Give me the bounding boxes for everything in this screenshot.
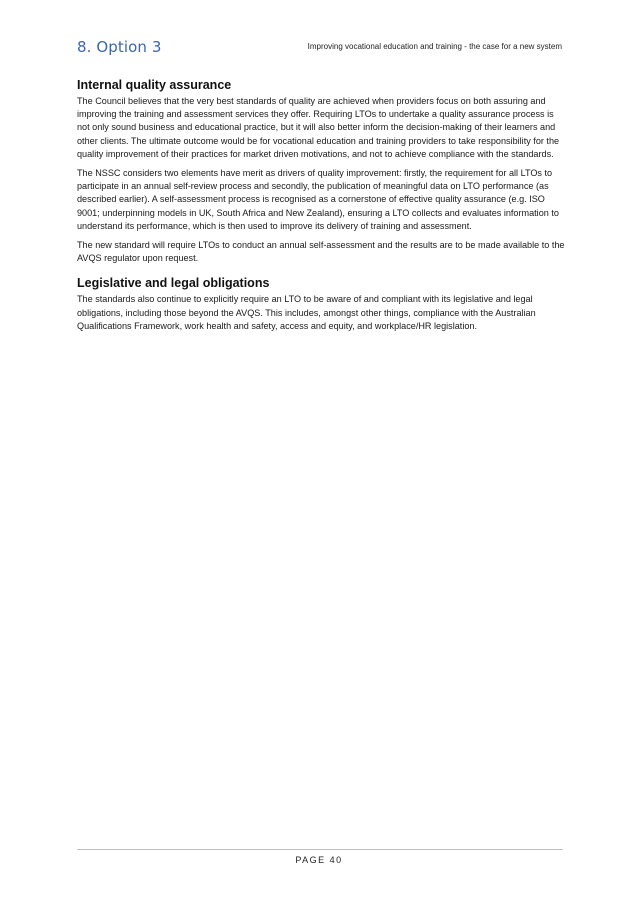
page-number: PAGE 40 bbox=[295, 855, 343, 865]
paragraph: The standards also continue to explicitly require an LTO to be aware of and compliant with its legislative and legal obligations, including those beyond the AVQS. This includes, amongst other things, compliance with the Australian Qualifications Framework, work health and safety, access and equity, and workplace/HR legislation. bbox=[77, 294, 536, 331]
section-title: 8. Option 3 bbox=[77, 38, 162, 56]
paragraph: The new standard will require LTOs to conduct an annual self-assessment and the results are to be made available to the AVQS regulator upon request. bbox=[77, 240, 565, 264]
document-title: Improving vocational education and training - the case for a new system bbox=[307, 42, 562, 51]
heading-legislative-legal-obligations: Legislative and legal obligations bbox=[77, 276, 270, 291]
paragraph: The NSSC considers two elements have merit as drivers of quality improvement: firstly, the requirement for all LTOs to participate in an annual self-review process and secondly, the publication of meaningful data on LTO performance (as described earlier). A self-assessment process is recognised as a cornerstone of effective quality assurance (e.g. ISO 9001; underpinning models in UK, South Africa and New Zealand), ensuring a LTO collects and evaluates information to understand its performance, which is then used to improve its delivery of training and assessment. bbox=[77, 168, 559, 231]
paragraph: The Council believes that the very best standards of quality are achieved when providers focus on both assuring and improving the training and assessment services they offer. Requiring LTOs to undertake a quality assurance process is not only sound business and educational practice, but it will also better inform the decision-making of their learners and other clients. The ultimate outcome would be for vocational education and training providers to take responsibility for the quality improvement of their practices for market driven motivations, and not to achieve compliance with the standards. bbox=[77, 96, 560, 159]
page-header bbox=[77, 38, 562, 58]
footer-divider bbox=[77, 849, 563, 850]
heading-internal-quality-assurance: Internal quality assurance bbox=[77, 78, 232, 92]
page-content bbox=[77, 76, 567, 339]
